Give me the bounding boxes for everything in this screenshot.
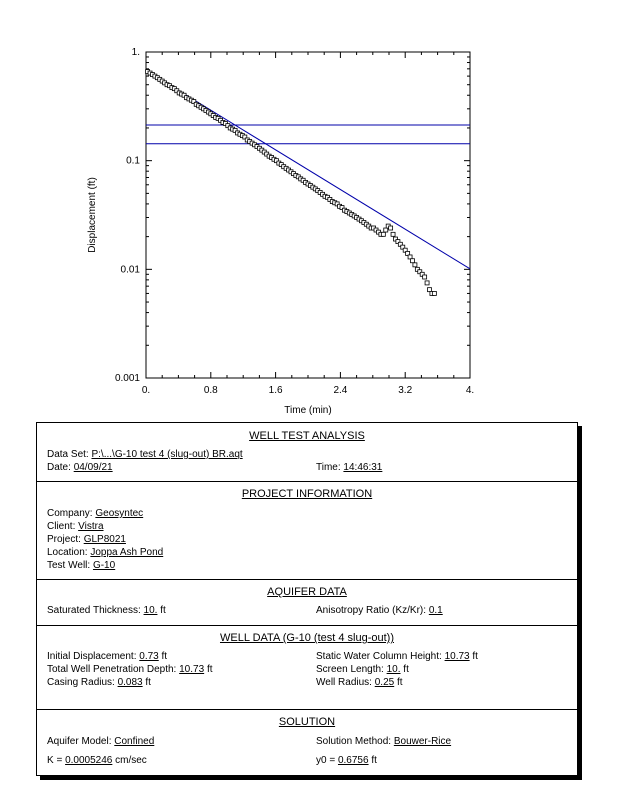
y0-value: 0.6756 [337, 755, 369, 766]
solution-method-line [316, 736, 451, 747]
well-radius-line [316, 677, 403, 688]
x-axis-label: Time (min) [284, 405, 332, 416]
aquifer-data-section [37, 579, 577, 626]
company-line [47, 508, 143, 519]
data-point [432, 291, 436, 295]
saturated-thickness-label: Saturated Thickness: [47, 605, 141, 616]
section-title: WELL TEST ANALYSIS [249, 430, 365, 442]
initial-displacement-unit: ft [161, 651, 168, 662]
k-unit: cm/sec [115, 755, 147, 766]
k-value: 0.0005246 [65, 755, 113, 766]
casing-radius-unit: ft [145, 677, 151, 688]
date-line [47, 462, 113, 473]
x-tick-label: 4. [465, 385, 475, 396]
test-well-value: G-10 [92, 560, 116, 571]
location-value: Joppa Ash Pond [90, 547, 164, 558]
screen-length-unit: ft [403, 664, 409, 675]
client-label: Client: [47, 521, 76, 532]
well-radius-unit: ft [396, 677, 403, 688]
data-point [384, 228, 388, 232]
project-label: Project: [47, 534, 81, 545]
dataset-label: Data Set: [47, 449, 89, 460]
x-tick-label: 0.8 [203, 385, 218, 396]
casing-radius-value: 0.083 [117, 677, 143, 688]
data-point [391, 232, 395, 236]
section-title: AQUIFER DATA [267, 586, 347, 598]
client-value: Vistra [78, 521, 104, 532]
anisotropy-label: Anisotropy Ratio (Kz/Kr): [316, 605, 427, 616]
x-tick-label: 1.6 [268, 385, 283, 396]
project-value: GLP8021 [83, 534, 126, 545]
penetration-depth-line [47, 664, 213, 675]
x-tick-label: 0. [141, 385, 151, 396]
y0-label: y0 [316, 755, 327, 766]
solution-section [37, 709, 577, 775]
y0-equals: = [329, 755, 338, 766]
well-radius-value: 0.25 [374, 677, 395, 688]
well-radius-label: Well Radius: [316, 677, 372, 688]
location-line [47, 547, 163, 558]
data-point [381, 232, 385, 236]
y-axis-label: Displacement (ft) [87, 177, 98, 253]
data-point [389, 226, 393, 230]
aquifer-model-label: Aquifer Model: [47, 736, 112, 747]
section-title: PROJECT INFORMATION [241, 488, 373, 500]
data-point [410, 259, 414, 263]
date-label: Date: [47, 462, 71, 473]
y-tick-label: 0.01 [120, 264, 140, 276]
static-column-value: 10.73 [444, 651, 470, 662]
well-test-analysis-section [37, 423, 577, 482]
aquifer-model-value: Confined [114, 736, 155, 747]
anisotropy-value: 0.1 [428, 605, 443, 616]
penetration-depth-value: 10.73 [179, 664, 205, 675]
k-label: K [47, 755, 54, 766]
y-tick-label: 0.001 [114, 373, 140, 384]
penetration-depth-unit: ft [206, 664, 213, 675]
casing-radius-label: Casing Radius: [47, 677, 115, 688]
static-column-line [316, 651, 478, 662]
data-point [423, 275, 427, 279]
screen-length-label: Screen Length: [316, 664, 384, 675]
aquifer-model-line [47, 736, 154, 747]
time-label: Time: [316, 462, 341, 473]
penetration-depth-label: Total Well Penetration Depth: [47, 664, 177, 675]
k-line [47, 755, 147, 766]
static-column-unit: ft [472, 651, 478, 662]
solution-method-label: Solution Method: [316, 736, 392, 747]
test-well-label: Test Well: [47, 560, 91, 571]
casing-radius-line [47, 677, 151, 688]
x-tick-label: 2.4 [333, 385, 348, 396]
saturated-thickness-line [47, 605, 166, 616]
y0-line [316, 755, 377, 766]
static-column-label: Static Water Column Height: [316, 651, 442, 662]
client-line [47, 521, 104, 532]
solution-method-value: Bouwer-Rice [393, 736, 452, 747]
initial-displacement-value: 0.73 [139, 651, 159, 662]
initial-displacement-line [47, 651, 167, 662]
time-line [316, 462, 382, 473]
section-title: SOLUTION [278, 716, 336, 728]
data-point [425, 281, 429, 285]
dataset-value: P:\...\G-10 test 4 (slug-out) BR.aqt [91, 449, 243, 460]
date-value: 04/09/21 [73, 462, 113, 473]
test-well-line [47, 560, 115, 571]
section-title: WELL DATA (G-10 (test 4 slug-out)) [219, 632, 394, 644]
y0-unit: ft [371, 755, 377, 766]
location-label: Location: [47, 547, 88, 558]
project-information-section [37, 481, 577, 580]
time-value: 14:46:31 [343, 462, 383, 473]
company-value: Geosyntec [95, 508, 144, 519]
screen-length-line [316, 664, 409, 675]
initial-displacement-label: Initial Displacement: [47, 651, 137, 662]
saturated-thickness-value: 10. [143, 605, 158, 616]
y-tick-label: 1. [131, 47, 140, 58]
saturated-thickness-unit: ft [160, 605, 166, 616]
well-test-report [36, 422, 578, 776]
project-line [47, 534, 126, 545]
k-equals: = [56, 755, 66, 766]
company-label: Company: [47, 508, 93, 519]
x-tick-label: 3.2 [398, 385, 413, 396]
dataset-line [47, 449, 243, 460]
well-data-section [37, 625, 577, 710]
y-tick-label: 0.1 [126, 155, 140, 167]
data-point [413, 263, 417, 267]
screen-length-value: 10. [386, 664, 401, 675]
anisotropy-line [316, 605, 443, 616]
